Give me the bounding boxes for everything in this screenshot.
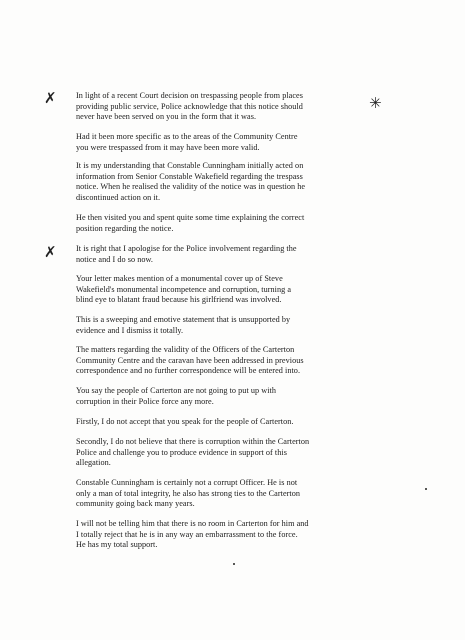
paragraph-8: The matters regarding the validity of the Officers of the Carterton Community Centre and the caravan have been addressed in previous correspondence and no further correspondence will be entered into. [76, 345, 304, 376]
paragraph-12: Constable Cunningham is certainly not a corrupt Officer. He is not only a man of total integrity, he also has strong ties to the Carterton community going back many years. [76, 478, 301, 509]
paragraph-5: It is right that I apologise for the Police involvement regarding the notice and I do so now. [76, 244, 297, 264]
tick-mark-icon: ✗ [44, 243, 57, 261]
tick-mark-icon: ✗ [44, 89, 57, 107]
paragraph-4: He then visited you and spent quite some time explaining the correct position regarding the notice. [76, 213, 305, 233]
paragraph-11: Secondly, I do not believe that there is corruption within the Carterton Police and challenge you to produce evidence in support of this allegation. [76, 437, 310, 468]
paragraph-10: Firstly, I do not accept that you speak for the people of Carterton. [76, 417, 294, 426]
paragraph-13: I will not be telling him that there is no room in Carterton for him and I totally reject that he is in any way an embarrassment to the force. He has my total support. [76, 519, 309, 550]
paragraph-6: Your letter makes mention of a monumental cover up of Steve Wakefield's monumental incompetence and corruption, turning a blind eye to blatant fraud because his girlfriend was involved. [76, 274, 292, 305]
paragraph-2: Had it been more specific as to the areas of the Community Centre you were trespassed from it may have been more valid. [76, 132, 298, 152]
speck-mark [233, 563, 235, 565]
paragraph-7: This is a sweeping and emotive statement that is unsupported by evidence and I dismiss it totally. [76, 315, 291, 335]
paragraph-3: It is my understanding that Constable Cunningham initially acted on information from Senior Constable Wakefield regarding the trespass notice. When he realised the validity of the notice was in question he discontinued action on it. [76, 161, 306, 202]
paragraph-9: You say the people of Carterton are not going to put up with corruption in their Police force any more. [76, 386, 277, 406]
paragraph-1: In light of a recent Court decision on trespassing people from places providing public service, Police acknowledge that this notice should never have been served on you in the form that it was. [76, 91, 303, 122]
star-mark-icon: ✳ [369, 94, 382, 112]
speck-mark [425, 488, 427, 490]
